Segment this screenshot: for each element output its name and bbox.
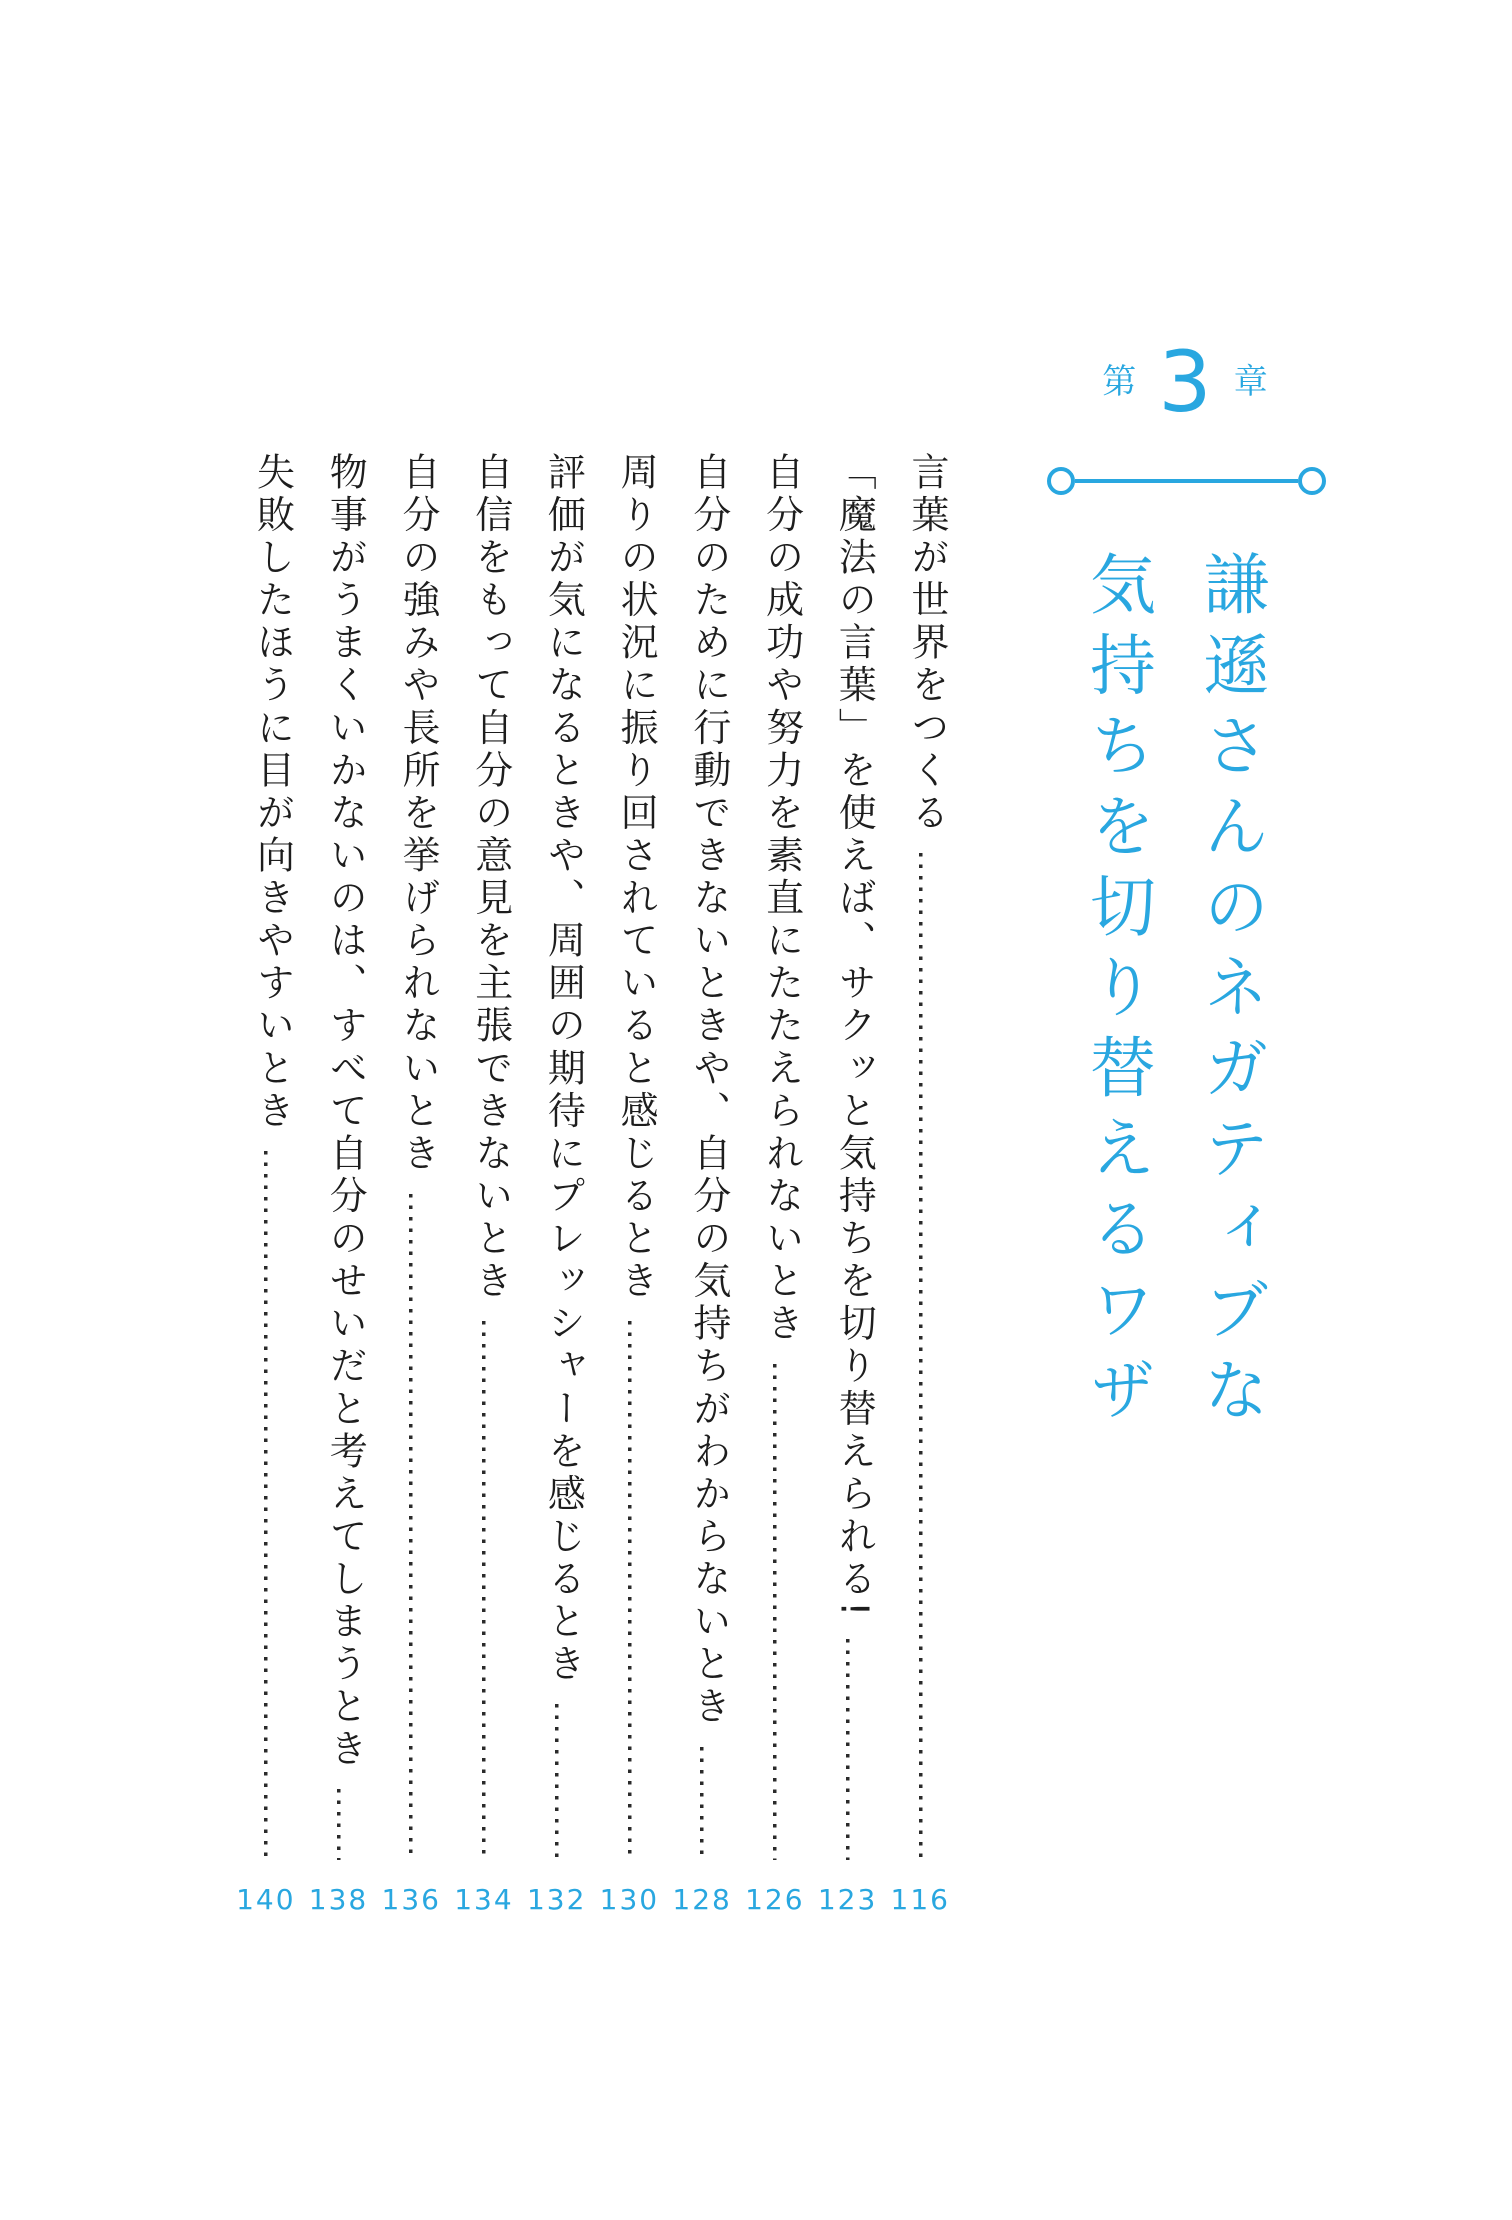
toc-entry-title: 評価が気になるときや、周囲の期待にプレッシャーを感じるとき [541, 452, 586, 1687]
toc-entry-title: 周りの状況に振り回されていると感じるとき [614, 452, 659, 1304]
rule-endpoint-circle-right-icon [1298, 467, 1326, 495]
rule-endpoint-circle-left-icon [1047, 467, 1075, 495]
dotted-leader [309, 1789, 368, 1864]
page-number: 136 [381, 1883, 441, 1916]
dotted-leader [236, 1151, 295, 1864]
toc-entry-title: 自分の成功や努力を素直にたたえられないとき [759, 452, 804, 1346]
page-number: 134 [454, 1883, 514, 1916]
dotted-leader [818, 1639, 877, 1864]
page-number: 128 [672, 1883, 732, 1916]
dotted-leader [454, 1321, 513, 1864]
toc-entry-title: 自分の強みや長所を挙げられないとき [395, 452, 440, 1176]
chapter-number: 3 [1158, 333, 1212, 431]
toc-entry [309, 452, 368, 1920]
page-number: 132 [526, 1883, 587, 1916]
chapter-prefix: 第 [1102, 362, 1137, 402]
dotted-leader [600, 1321, 659, 1864]
toc-entry-title: 自信をもって自分の意見を主張できないとき [468, 452, 513, 1304]
page-number: 138 [308, 1883, 369, 1916]
chapter-suffix: 章 [1233, 362, 1268, 402]
dotted-leader [672, 1747, 731, 1864]
page-number: 130 [599, 1883, 660, 1916]
toc-entry [745, 452, 804, 1920]
toc-entry-title: 失敗したほうに目が向きやすいとき [250, 452, 295, 1133]
page-number: 116 [890, 1883, 950, 1916]
toc-entry [454, 452, 513, 1920]
chapter-label [1060, 332, 1310, 432]
toc-entry [818, 452, 877, 1920]
toc-entry [891, 452, 950, 1920]
toc-entry [527, 452, 586, 1920]
dotted-leader [527, 1704, 586, 1864]
toc-entry-title: 言葉が世界をつくる [905, 452, 949, 836]
rule-line [1075, 479, 1298, 483]
toc-entry [672, 452, 731, 1920]
toc-entry [236, 452, 295, 1920]
toc-entry-title: 物事がうまくいかないのは、すべて自分のせいだと考えてしまうとき [323, 452, 368, 1772]
toc-entry-title: 「魔法の言葉」を使えば、サクッと気持ちを切り替えられる! [832, 452, 877, 1621]
page-number: 123 [817, 1883, 878, 1916]
chapter-title-line-2: 気持ちを切り替えるワザ [1078, 550, 1156, 1436]
chapter-title [1060, 550, 1287, 1436]
page-number: 140 [236, 1883, 296, 1916]
dotted-leader [382, 1194, 441, 1864]
chapter-rule [1047, 466, 1326, 496]
toc-entry-title: 自分のために行動できないときや、自分の気持ちがわからないとき [686, 452, 731, 1729]
toc-entry [382, 452, 441, 1920]
dotted-leader [891, 853, 950, 1864]
table-of-contents [236, 452, 950, 1920]
page-number: 126 [745, 1883, 805, 1916]
chapter-title-line-1: 謙遜さんのネガティブな [1192, 550, 1269, 1436]
dotted-leader [745, 1364, 804, 1864]
toc-entry [600, 452, 659, 1920]
